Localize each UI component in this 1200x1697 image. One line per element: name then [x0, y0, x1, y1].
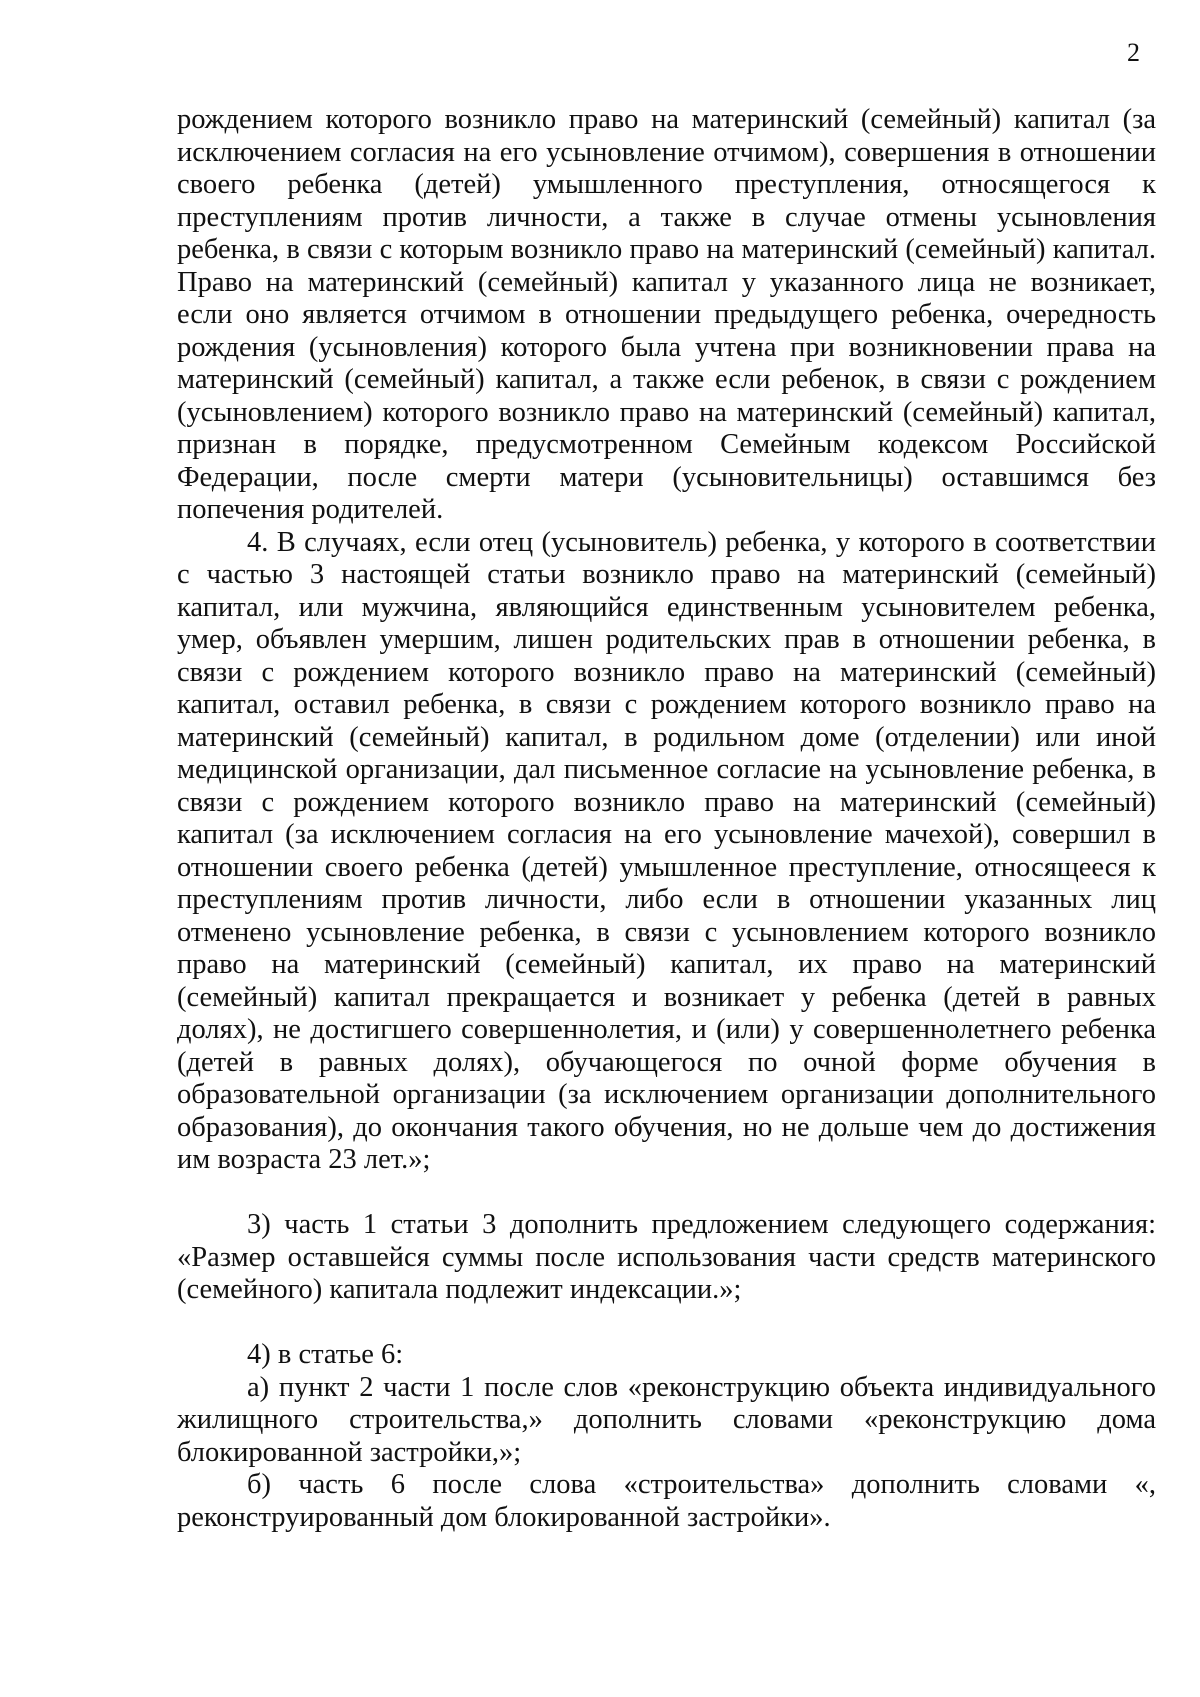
- paragraph-item-4: 4. В случаях, если отец (усыновитель) ребенка, у которого в соответствии с частью 3 настоящей статьи возникло право на материнский (семейный) капитал, или мужчина, являющийся единственным усыновителем ребенка, умер, объявлен умершим, лишен родительских прав в отношении ребенка, в связи с рождением которого возникло право на материнский (семейный) капитал, оставил ребенка, в связи с рождением которого возникло право на материнский (семейный) капитал, в родильном доме (отделении) или иной медицинской организации, дал письменное согласие на усыновление ребенка, в связи с рождением которого возникло право на материнский (семейный) капитал (за исключением согласия на его усыновление мачехой), совершил в отношении своего ребенка (детей) умышленное преступление, относящееся к преступлениям против личности, либо если в отношении указанных лиц отменено усыновление ребенка, в связи с усыновлением которого возникло право на материнский (семейный) капитал, их право на материнский (семейный) капитал прекращается и возникает у ребенка (детей в равных долях), не достигшего совершеннолетия, и (или) у совершеннолетнего ребенка (детей в равных долях), обучающегося по очной форме обучения в образовательной организации (за исключением организации дополнительного образования), до окончания такого обучения, но не дольше чем до достижения им возраста 23 лет.»;: [177, 526, 1156, 1175]
- page-number: 2: [1127, 38, 1140, 67]
- paragraph-amendment-4: 4) в статье 6:: [247, 1339, 404, 1370]
- paragraph-subitem-b: б) часть 6 после слова «строительства» дополнить словами «, реконструированный дом блокированной застройки».: [177, 1469, 1156, 1533]
- document-body: [177, 104, 1156, 1534]
- paragraph-continuation: рождением которого возникло право на материнский (семейный) капитал (за исключением согласия на его усыновление отчимом), совершения в отношении своего ребенка (детей) умышленного преступления, относящегося к преступлениям против личности, а также в случае отмены усыновления ребенка, в связи с которым возникло право на материнский (семейный) капитал. Право на материнский (семейный) капитал у указанного лица не возникает, если оно является отчимом в отношении предыдущего ребенка, очередность рождения (усыновления) которого была учтена при возникновении права на материнский (семейный) капитал, а также если ребенок, в связи с рождением (усыновлением) которого возникло право на материнский (семейный) капитал, признан в порядке, предусмотренном Семейным кодексом Российской Федерации, после смерти матери (усыновительницы) оставшимся без попечения родителей.: [177, 104, 1156, 525]
- paragraph-subitem-a: а) пункт 2 части 1 после слов «реконструкцию объекта индивидуального жилищного строительства,» дополнить словами «реконструкцию дома блокированной застройки,»;: [177, 1371, 1156, 1468]
- paragraph-amendment-3: 3) часть 1 статьи 3 дополнить предложением следующего содержания: «Размер оставшейся суммы после использования части средств материнского (семейного) капитала подлежит индексации.»;: [177, 1209, 1156, 1305]
